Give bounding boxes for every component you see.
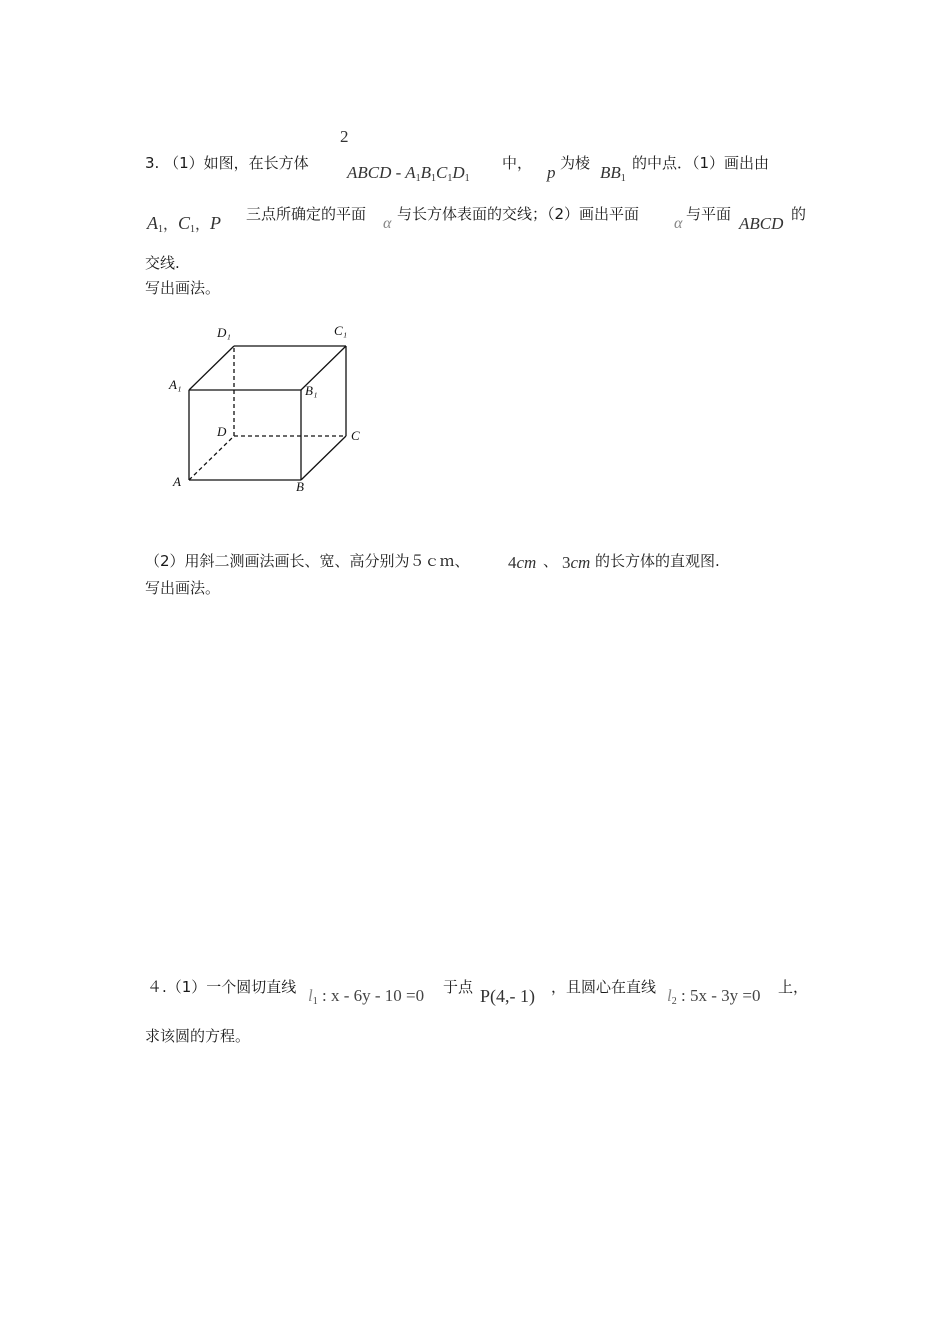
page-number: 2 <box>340 127 349 146</box>
solid-dash: - <box>395 163 402 182</box>
point-c1: C <box>178 213 191 233</box>
q3-sep: 、 <box>543 552 559 570</box>
q3-plane: ABCD <box>739 214 784 233</box>
q3-middle: 中， <box>502 154 533 172</box>
solid-top-c: C <box>436 163 448 182</box>
q4-prefix: ４.（1）一个圆切直线 <box>147 978 297 996</box>
edge-a-d-hidden <box>189 436 234 480</box>
sub-a1: 1 <box>415 173 421 184</box>
point-a1: A <box>147 213 158 233</box>
point-c1-sub: 1 <box>190 224 196 235</box>
q3-line2-mid: 三点所确定的平面 <box>246 205 367 223</box>
solid-base: ABCD <box>347 163 392 182</box>
sub-d1: 1 <box>464 173 470 184</box>
q3-line1-suffix: 的中点．（1）画出由 <box>632 154 770 172</box>
l1-sub: 1 <box>312 996 318 1007</box>
label-b1: B₁ <box>305 383 318 398</box>
q3-dim-height <box>562 553 590 573</box>
edge-sub: 1 <box>620 173 626 184</box>
sub-b1: 1 <box>431 173 437 184</box>
solid-top-a: A <box>405 163 416 182</box>
label-c1: C₁ <box>334 323 348 338</box>
l2-colon: : <box>680 986 686 1005</box>
edge-a1-d1 <box>189 346 234 390</box>
comma-1: ， <box>163 217 179 233</box>
dim-width-unit: cm <box>516 553 537 572</box>
label-b: B <box>296 479 304 494</box>
edge-label: BB <box>600 163 621 182</box>
q3-line2-mid3: 与平面 <box>686 205 732 223</box>
sub-c1: 1 <box>447 173 453 184</box>
q3-line4: 写出画法。 <box>145 279 221 297</box>
l1-equation: x - 6y - 10 =0 <box>330 986 425 1005</box>
edge-b-c <box>301 436 346 480</box>
q3-point-p: p <box>547 163 556 182</box>
l1-symbol: l <box>308 986 313 1005</box>
q3-part2-prefix: （2）用斜二测画法画长、宽、高分别为５ｃｍ、 <box>145 552 470 570</box>
point-a1-sub: 1 <box>158 224 163 235</box>
q4-line2: 求该圆的方程。 <box>145 1027 251 1045</box>
q4-mid2: ，且圆心在直线 <box>551 978 657 996</box>
q4-point: P(4,- 1) <box>480 986 535 1006</box>
solid-top-d: D <box>452 163 465 182</box>
q3-dim-width <box>508 553 536 573</box>
q4-mid1: 于点 <box>443 978 474 996</box>
label-d: D <box>217 424 227 439</box>
l2-equation: 5x - 3y =0 <box>689 986 761 1005</box>
q3-part2-line2: 写出画法。 <box>145 579 221 597</box>
label-c: C <box>351 428 360 443</box>
q3-edge-prefix: 为棱 <box>560 154 591 172</box>
comma-2: ， <box>195 217 211 233</box>
q4-suffix: 上， <box>778 978 809 996</box>
q3-line1-prefix: 3. （1）如图，在长方体 <box>145 154 309 172</box>
label-a1: A₁ <box>169 377 182 392</box>
q4-line-l1 <box>308 986 424 1007</box>
q3-alpha-2: α <box>674 215 683 232</box>
q3-line2-mid2: 与长方体表面的交线；（2）画出平面 <box>397 205 640 223</box>
l2-symbol: l <box>667 986 672 1005</box>
q4-line-l2 <box>667 986 760 1007</box>
q3-part2-suffix: 的长方体的直观图. <box>595 552 720 570</box>
label-d1: D₁ <box>217 325 231 340</box>
q3-alpha-1: α <box>383 215 392 232</box>
dim-height-num: 3 <box>562 553 571 572</box>
l1-colon: : <box>321 986 327 1005</box>
solid-top-b: B <box>420 163 432 182</box>
q3-line3: 交线. <box>145 254 180 272</box>
l2-sub: 2 <box>671 996 677 1007</box>
dim-width-num: 4 <box>508 553 517 572</box>
dim-height-unit: cm <box>570 553 591 572</box>
point-p: P <box>210 213 222 233</box>
label-a: A <box>173 474 181 489</box>
q3-line2-suffix: 的 <box>791 205 807 223</box>
